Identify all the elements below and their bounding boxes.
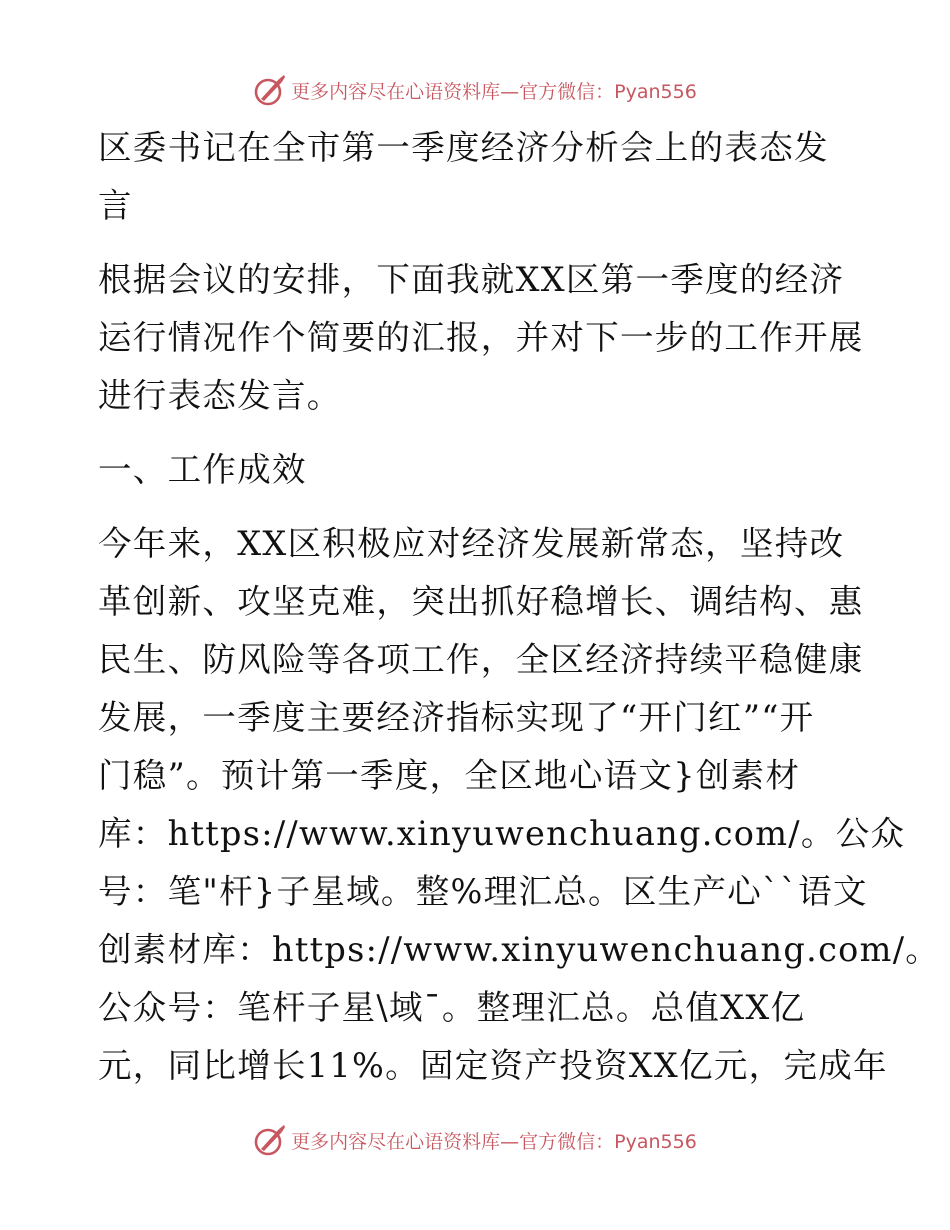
body-paragraph-line: 民生、防风险等各项工作，全区经济持续平稳健康 [98,640,864,679]
body-paragraph-line: 门稳”。预计第一季度，全区地心语文}创素材 [98,756,801,795]
body-paragraph-line: 今年来，XX区积极应对经济发展新常态，坚持改 [98,524,845,563]
body-paragraph-line: 库：https://www.xinyuwenchuang.com/。公众 [98,814,906,853]
document-title-line: 言 [98,186,133,225]
body-paragraph-line: 元，同比增长11%。固定资产投资XX亿元，完成年 [98,1046,888,1085]
body-paragraph-line: 革创新、攻坚克难，突出抓好稳增长、调结构、惠 [98,582,864,621]
body-paragraph-line: 公众号：笔杆子星\域¯。整理汇总。总值XX亿 [98,988,806,1027]
body-paragraph-line: 创素材库：https://www.xinyuwenchuang.com/。 [98,930,941,969]
body-paragraph-line: 发展，一季度主要经济指标实现了“开门红”“开 [98,698,815,737]
intro-paragraph-line: 运行情况作个简要的汇报，并对下一步的工作开展 [98,318,864,357]
quill-logo-icon [253,73,287,107]
footer-watermark-banner [0,1120,950,1160]
body-paragraph-line: 号：笔"杆}子星域。整%理汇总。区生产心``语文 [98,872,868,911]
section-heading: 一、工作成效 [98,450,307,489]
intro-paragraph-line: 进行表态发言。 [98,376,342,415]
quill-logo-icon [253,1123,287,1157]
watermark-text: 更多内容尽在心语资料库—官方微信：Pyan556 [291,1130,697,1153]
watermark-text: 更多内容尽在心语资料库—官方微信：Pyan556 [291,80,697,103]
header-watermark-banner [0,70,950,110]
intro-paragraph-line: 根据会议的安排，下面我就XX区第一季度的经济 [98,260,845,299]
document-title-line: 区委书记在全市第一季度经济分析会上的表态发 [98,128,829,167]
